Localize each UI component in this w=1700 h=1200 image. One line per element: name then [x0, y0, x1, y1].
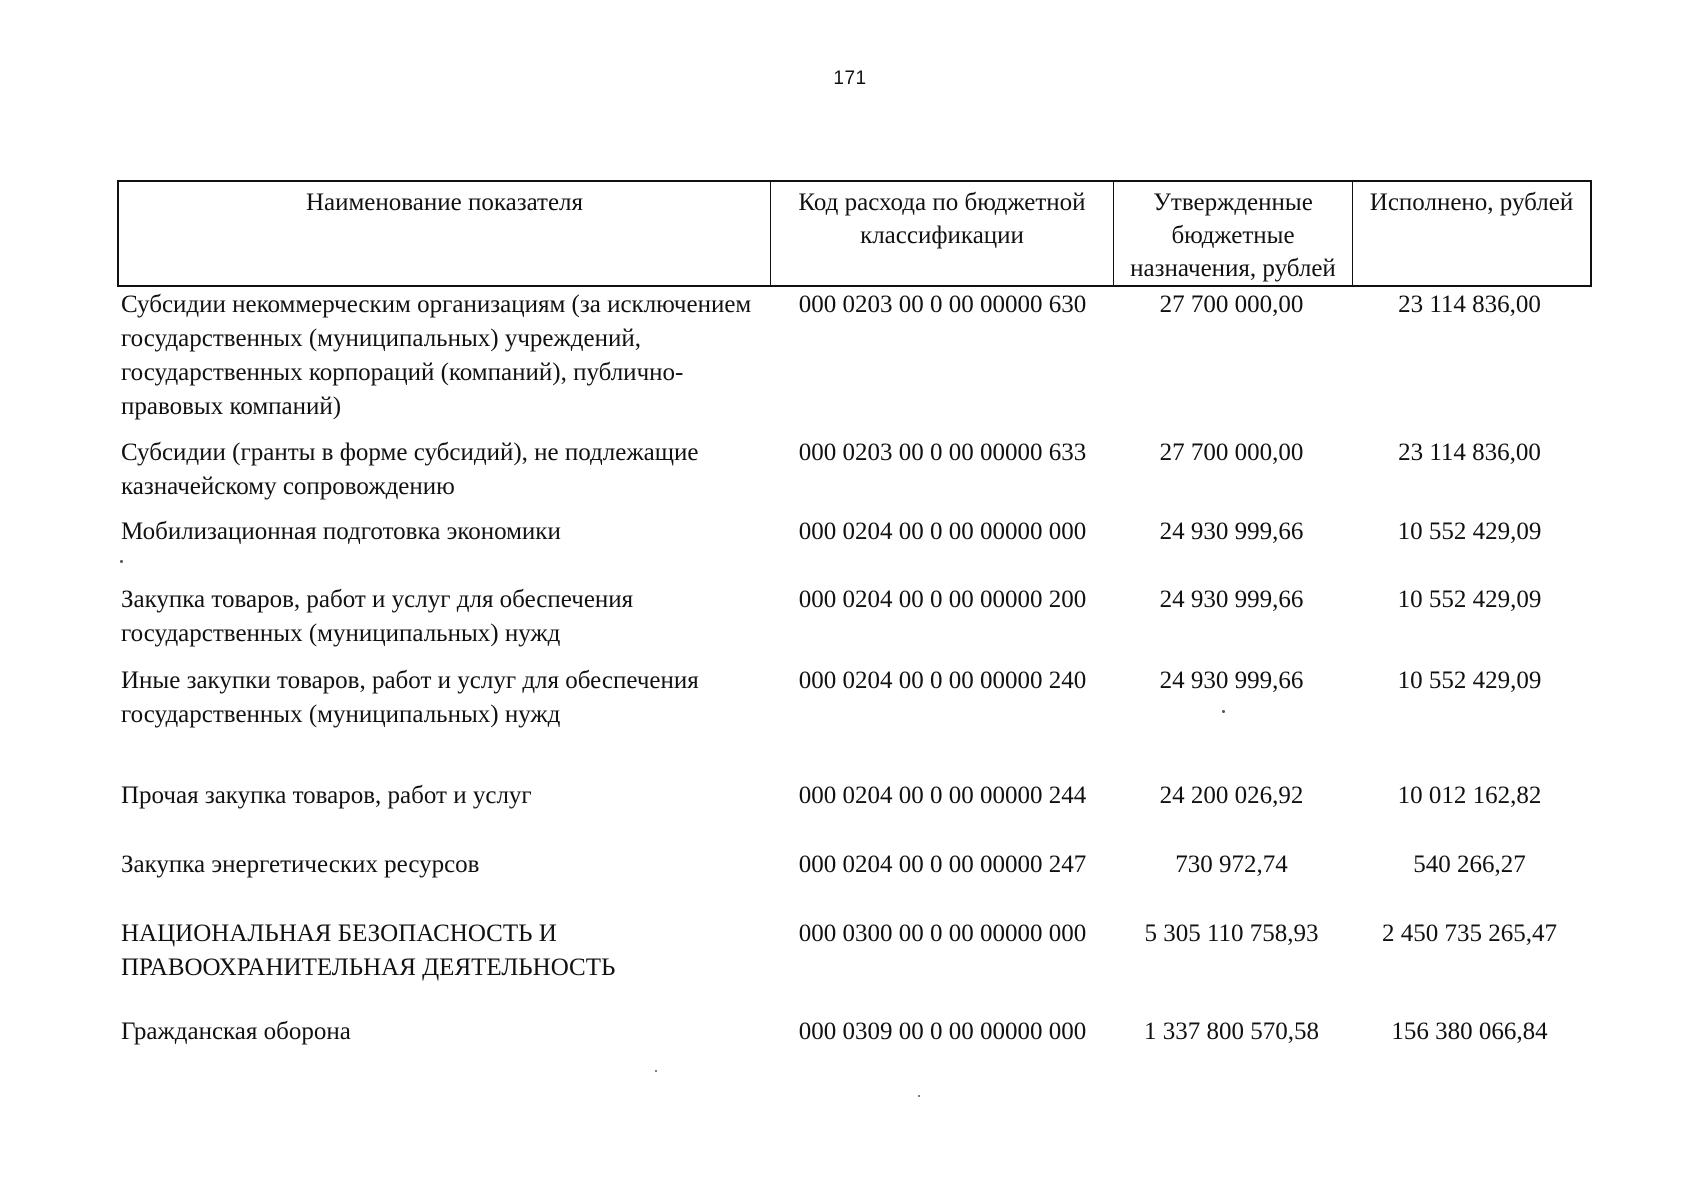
row-executed: 23 114 836,00 [1398, 291, 1541, 318]
row-executed: 10 552 429,09 [1397, 667, 1542, 694]
row-code: 000 0203 00 0 00 00000 633 [798, 439, 1087, 466]
row-code: 000 0204 00 0 00 00000 240 [798, 667, 1087, 694]
row-code: 000 0204 00 0 00 00000 000 [798, 518, 1087, 545]
table-row [117, 288, 1592, 424]
row-name: Иные закупки товаров, работ и услуг для обеспечения государственных (муниципальных) нужд [121, 667, 699, 728]
table-row [117, 515, 1592, 549]
row-approved: 24 930 999,66 [1159, 586, 1304, 613]
row-name: Субсидии некоммерческим организациям (за исключением государственных (муниципальных) учреждений, государственных корпораций (компаний), публично-правовых компаний) [121, 291, 752, 420]
header-code: Код расхода по бюджетной классификации [771, 182, 1114, 285]
row-executed: 156 380 066,84 [1391, 1018, 1548, 1045]
scan-speck [918, 1095, 920, 1097]
page-number: 171 [833, 68, 867, 89]
row-approved: 24 930 999,66 [1159, 518, 1304, 545]
row-executed: 540 266,27 [1413, 851, 1526, 878]
row-code: 000 0309 00 0 00 00000 000 [798, 1018, 1087, 1045]
row-approved: 27 700 000,00 [1159, 439, 1304, 466]
row-name: Субсидии (гранты в форме субсидий), не подлежащие казначейскому сопровождению [121, 439, 699, 500]
row-approved: 1 337 800 570,58 [1144, 1018, 1319, 1045]
row-name: Закупка энергетических ресурсов [121, 851, 480, 878]
row-approved: 5 305 110 758,93 [1144, 920, 1319, 947]
row-executed: 10 552 429,09 [1397, 518, 1542, 545]
header-name: Наименование показателя [119, 182, 771, 285]
row-code: 000 0203 00 0 00 00000 630 [798, 291, 1087, 318]
row-code: 000 0204 00 0 00 00000 244 [798, 782, 1087, 809]
row-executed: 2 450 735 265,47 [1382, 920, 1557, 947]
row-code: 000 0204 00 0 00 00000 200 [798, 586, 1087, 613]
header-approved: Утвержденные бюджетные назначения, рублей [1114, 182, 1353, 285]
table-header [117, 180, 1592, 287]
table-row [117, 779, 1592, 813]
row-name: Гражданская оборона [121, 1018, 351, 1045]
row-executed: 10 552 429,09 [1397, 586, 1542, 613]
row-executed: 10 012 162,82 [1397, 782, 1542, 809]
row-name: НАЦИОНАЛЬНАЯ БЕЗОПАСНОСТЬ И ПРАВООХРАНИТЕЛЬНАЯ ДЕЯТЕЛЬНОСТЬ [121, 920, 616, 981]
row-code: 000 0204 00 0 00 00000 247 [798, 851, 1087, 878]
row-approved: 730 972,74 [1175, 851, 1288, 878]
scan-speck [120, 560, 123, 563]
row-name: Мобилизационная подготовка экономики [121, 518, 561, 545]
header-executed: Исполнено, рублей [1369, 189, 1574, 216]
row-name: Закупка товаров, работ и услуг для обеспечения государственных (муниципальных) нужд [121, 586, 634, 647]
row-approved: 24 930 999,66 [1159, 667, 1304, 694]
table-row [117, 436, 1592, 504]
table-row [117, 583, 1592, 651]
row-code: 000 0300 00 0 00 00000 000 [798, 920, 1087, 947]
table-row [117, 664, 1592, 732]
row-approved: 24 200 026,92 [1159, 782, 1304, 809]
row-name: Прочая закупка товаров, работ и услуг [121, 782, 532, 809]
table-row [117, 1015, 1592, 1049]
table-row [117, 848, 1592, 882]
table-row [117, 917, 1592, 985]
scan-speck [1222, 710, 1225, 713]
row-approved: 27 700 000,00 [1159, 291, 1304, 318]
row-executed: 23 114 836,00 [1398, 439, 1541, 466]
scan-speck [655, 1070, 657, 1072]
